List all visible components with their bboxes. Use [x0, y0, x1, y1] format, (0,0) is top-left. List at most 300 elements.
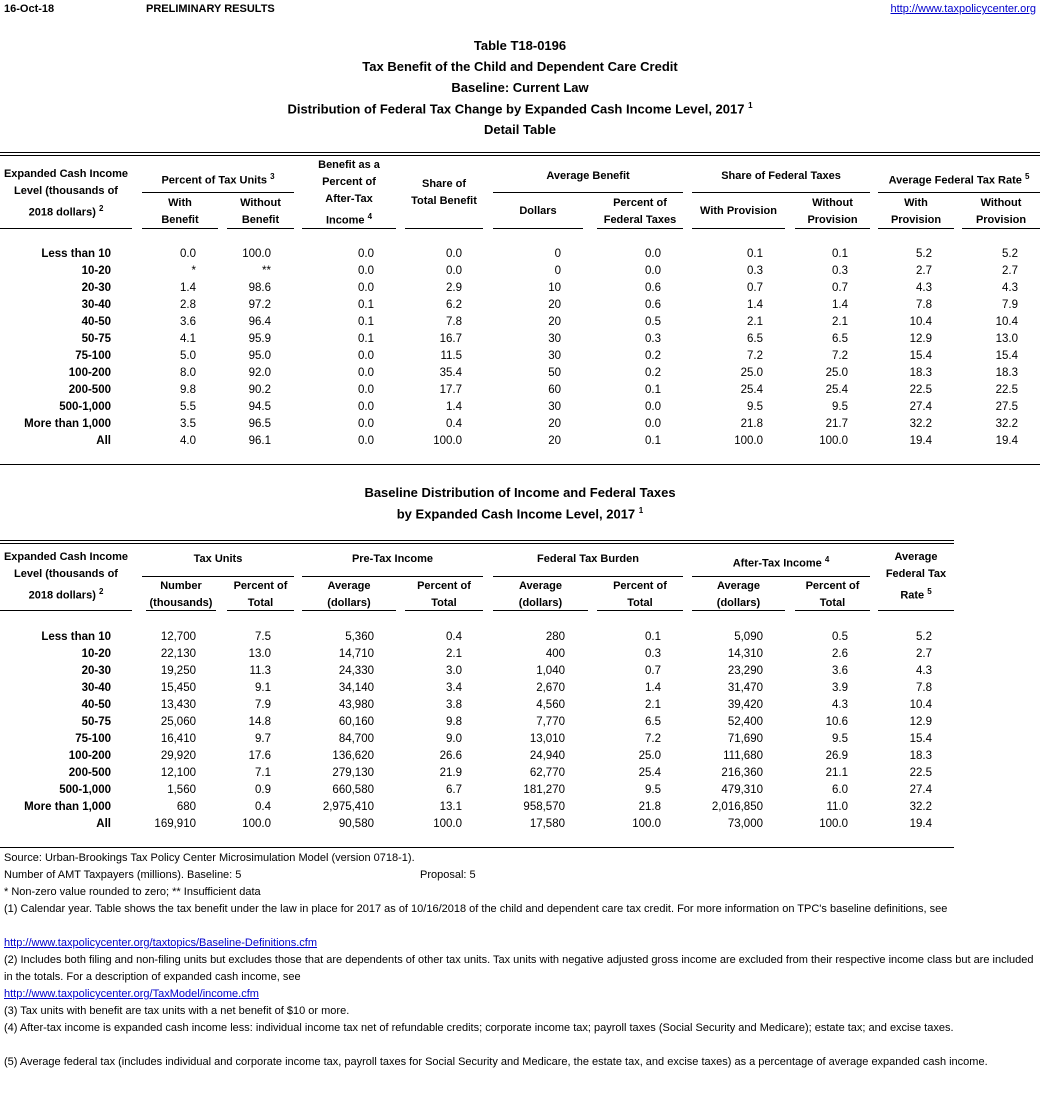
footnote-ref: 1 [638, 506, 644, 515]
table-cell: 17.6 [248, 750, 271, 762]
table-cell: 3.5 [180, 418, 196, 430]
header-line: Average [327, 580, 371, 592]
table-cell: 0.0 [180, 248, 196, 260]
table-cell: 0.7 [747, 282, 763, 294]
table-cell: 9.8 [180, 384, 196, 396]
table-cell: 1,040 [536, 665, 565, 677]
header-line [0, 583, 132, 605]
col-aftertax-pct [795, 578, 870, 612]
header-line: Federal Tax [885, 568, 947, 580]
row-label: 500-1,000 [59, 401, 111, 413]
col-avg-fed-rate [878, 549, 954, 605]
table-cell: 4.3 [1002, 282, 1018, 294]
footnote-4: (4) After-tax income is expanded cash income less: individual income tax net of refundable credits; corporate income tax; payroll taxes (Social Security and Medicare); estate tax; and excise taxes. [4, 1022, 954, 1034]
table-cell: 26.6 [439, 750, 462, 762]
table-cell: 32.2 [909, 418, 932, 430]
table-cell: 100.0 [819, 818, 848, 830]
row-label: 50-75 [81, 333, 111, 345]
header-line: Average [518, 580, 562, 592]
table-cell: 7.8 [446, 316, 462, 328]
table-cell: 5,360 [345, 631, 374, 643]
table-cell: 0.0 [446, 248, 462, 260]
header-line: Total [247, 597, 274, 609]
row-label: 75-100 [75, 350, 111, 362]
preliminary-label: PRELIMINARY RESULTS [146, 3, 275, 15]
table-cell: 27.4 [909, 401, 932, 413]
table-cell: 98.6 [248, 282, 271, 294]
table-cell: 60,160 [338, 716, 374, 728]
header-line: Percent of [805, 580, 860, 592]
col-pretax-pct [405, 578, 483, 612]
table-cell: 25.0 [740, 367, 763, 379]
table-cell: 0.1 [645, 384, 661, 396]
table-cell: 9.5 [645, 784, 661, 796]
group-pct-tax-units [142, 168, 294, 190]
header-line: (dollars) [518, 597, 563, 609]
table-cell: 2.1 [832, 316, 848, 328]
header-line: Without [240, 197, 281, 209]
col-without-benefit [227, 195, 294, 229]
footnote-ref: 4 [824, 555, 830, 564]
table-cell: 20 [548, 418, 561, 430]
table-cell: 25.0 [825, 367, 848, 379]
table-cell: 15,450 [160, 682, 196, 694]
table-cell: 21.1 [825, 767, 848, 779]
legend-note: * Non-zero value rounded to zero; ** Insufficient data [4, 886, 261, 898]
table-cell: 10.6 [825, 716, 848, 728]
table-cell: 12,100 [160, 767, 196, 779]
table-cell: 100.0 [433, 435, 462, 447]
table-cell: 2.6 [832, 648, 848, 660]
table-cell: 0.1 [645, 435, 661, 447]
footnote-ref: 2 [98, 587, 104, 596]
footnote-1: (1) Calendar year. Table shows the tax benefit under the law in place for 2017 as of 10/16/2018 of the child and dependent care tax credit. For more information on TPC's baseline definitions, see [4, 903, 948, 915]
table-cell: 6.5 [832, 333, 848, 345]
table-cell: 22,130 [160, 648, 196, 660]
col-with-benefit [142, 195, 218, 229]
table-cell: 31,470 [727, 682, 763, 694]
table-cell: 21.8 [740, 418, 763, 430]
table-cell: 27.4 [909, 784, 932, 796]
table-cell: 0.0 [645, 265, 661, 277]
header-text: Rate [900, 589, 925, 602]
table-cell: 16,410 [160, 733, 196, 745]
row-label: 100-200 [68, 367, 111, 379]
table-cell: 6.7 [446, 784, 462, 796]
table-cell: 32.2 [995, 418, 1018, 430]
table-cell: 0.0 [645, 248, 661, 260]
table-cell: 92.0 [248, 367, 271, 379]
header-line: Level (thousands of [14, 185, 118, 197]
table-cell: 25,060 [160, 716, 196, 728]
table-cell: 30 [548, 350, 561, 362]
table-cell: 2.7 [916, 648, 932, 660]
table-cell: 18.3 [995, 367, 1018, 379]
table-cell: 22.5 [909, 384, 932, 396]
col-burden-avg [493, 578, 588, 612]
table-cell: 169,910 [154, 818, 196, 830]
table-cell: 16.7 [439, 333, 462, 345]
group-tax-units: Tax Units [193, 553, 243, 565]
col-dollars: Dollars [519, 205, 557, 217]
table-cell: 5.5 [180, 401, 196, 413]
col-benefit-pct-aftertax [302, 157, 396, 230]
header-line: Average [894, 551, 938, 563]
header-line: Expanded Cash Income [3, 168, 129, 180]
table-cell: 32.2 [909, 801, 932, 813]
table-cell: 4,560 [536, 699, 565, 711]
header-line: Percent of [613, 580, 667, 592]
subtitle-line-2 [0, 506, 1040, 521]
table-cell: 14,310 [727, 648, 763, 660]
table-cell: 13,430 [160, 699, 196, 711]
row-label: Less than 10 [41, 248, 111, 260]
header-line: With [168, 197, 192, 209]
header-line: Total [431, 597, 457, 609]
table-cell: 0.0 [358, 282, 374, 294]
table-cell: 0.2 [645, 350, 661, 362]
table-cell: 3.6 [180, 316, 196, 328]
baseline-definitions-link[interactable]: http://www.taxpolicycenter.org/taxtopics/Baseline-Definitions.cfm [4, 937, 318, 949]
header-text: 2018 dollars) [28, 589, 96, 602]
amt-proposal: Proposal: 5 [420, 869, 476, 881]
table-cell: 9.0 [446, 733, 462, 745]
col-number [146, 578, 216, 612]
table-cell: 95.0 [248, 350, 271, 362]
footnote-ref: 4 [367, 212, 373, 221]
table-cell: 22.5 [995, 384, 1018, 396]
table-cell: 30 [548, 401, 561, 413]
table-cell: 2.7 [916, 265, 932, 277]
table-cell: 23,290 [727, 665, 763, 677]
table-cell: 2,975,410 [322, 801, 374, 813]
table-cell: 10.4 [909, 316, 932, 328]
table-cell: 2.9 [446, 282, 462, 294]
header-line: With [904, 197, 928, 209]
table-cell: 181,270 [523, 784, 565, 796]
table-cell: 6.5 [747, 333, 763, 345]
col-burden-pct [597, 578, 683, 612]
col-rate-with-provision [878, 195, 954, 229]
table-cell: 19.4 [995, 435, 1018, 447]
row-label: 200-500 [68, 767, 111, 779]
table-cell: 0.0 [645, 401, 661, 413]
header-text: Average Federal Tax Rate [888, 174, 1022, 187]
table-cell: 0.0 [358, 384, 374, 396]
table-cell: 25.4 [825, 384, 848, 396]
amt-baseline: Number of AMT Taxpayers (millions). Baseline: 5 [4, 869, 242, 881]
table-cell: 7.9 [1002, 299, 1018, 311]
table-cell: 71,690 [727, 733, 763, 745]
table-cell: 9.5 [832, 733, 848, 745]
table-cell: 100.0 [819, 435, 848, 447]
table-cell: 6.0 [832, 784, 848, 796]
table-cell: 660,580 [332, 784, 374, 796]
table-cell: 0 [554, 248, 561, 260]
table-cell: 0.0 [358, 401, 374, 413]
table-cell: 680 [176, 801, 196, 813]
header-line: Percent of [322, 176, 376, 188]
table-cell: 1,560 [167, 784, 196, 796]
col-pretax-avg [302, 578, 396, 612]
table-cell: 5,090 [734, 631, 763, 643]
footnote-5: (5) Average federal tax (includes individual and corporate income tax, payroll taxes for Social Security and Medicare, the estate tax, and excise taxes) as a percentage of average expanded cash income. [4, 1056, 988, 1068]
table-cell: 100.0 [242, 248, 271, 260]
header-line: Benefit [241, 214, 280, 226]
table-cell: 9.5 [747, 401, 763, 413]
table-cell: 3.8 [446, 699, 462, 711]
table-cell: 0.6 [645, 282, 661, 294]
table-cell: 9.8 [446, 716, 462, 728]
table-cell: 4.3 [832, 699, 848, 711]
table-cell: 0.0 [358, 350, 374, 362]
table-cell: 2,016,850 [711, 801, 763, 813]
table-cell: 13,010 [529, 733, 565, 745]
table-cell: 50 [548, 367, 561, 379]
row-label: All [96, 435, 111, 447]
table-cell: 96.4 [248, 316, 271, 328]
row-label: 30-40 [81, 299, 111, 311]
table-cell: 14.8 [248, 716, 271, 728]
table-cell: 0.1 [832, 248, 848, 260]
table-cell: 0.0 [645, 418, 661, 430]
table-cell: 20 [548, 435, 561, 447]
col-aftertax-avg [692, 578, 785, 612]
col-income-level-header [0, 549, 132, 605]
table-cell: 25.4 [638, 767, 661, 779]
table-cell: 95.9 [248, 333, 271, 345]
table-cell: 3.4 [446, 682, 462, 694]
report-date: 16-Oct-18 [4, 3, 55, 15]
table-cell: 479,310 [721, 784, 763, 796]
table-cell: 5.0 [180, 350, 196, 362]
header-line: Benefit as a [318, 159, 380, 171]
table-cell: 2,670 [536, 682, 565, 694]
subtitle-text: by Expanded Cash Income Level, 2017 [396, 506, 636, 522]
table-cell: 2.1 [747, 316, 763, 328]
header-text: Income [325, 214, 365, 227]
table-cell: 43,980 [338, 699, 374, 711]
header-line: Provision [975, 214, 1027, 226]
table-cell: 18.3 [909, 367, 932, 379]
row-label: 100-200 [68, 750, 111, 762]
table-cell: 9.1 [255, 682, 271, 694]
table-cell: 0.1 [358, 316, 374, 328]
row-label: 40-50 [81, 699, 111, 711]
table-cell: 15.4 [909, 733, 932, 745]
row-label: 500-1,000 [59, 784, 111, 796]
row-label: 20-30 [81, 665, 111, 677]
group-aftertax-income [692, 551, 870, 573]
table-cell: 22.5 [909, 767, 932, 779]
table-cell: 10 [548, 282, 561, 294]
table-cell: 0.7 [645, 665, 661, 677]
table-cell: 7.2 [747, 350, 763, 362]
table-cell: 0.3 [747, 265, 763, 277]
header-line: Federal Taxes [603, 214, 677, 226]
header-line: (dollars) [716, 597, 761, 609]
table-cell: 96.5 [248, 418, 271, 430]
income-definition-link[interactable]: http://www.taxpolicycenter.org/TaxModel/income.cfm [4, 988, 259, 1000]
title-line-1: Tax Benefit of the Child and Dependent Care Credit [362, 59, 678, 74]
table-cell: 0.3 [645, 648, 661, 660]
table-cell: 0.0 [446, 265, 462, 277]
table-cell: 52,400 [727, 716, 763, 728]
table-cell: 0.4 [446, 418, 462, 430]
table-cell: 10.4 [909, 699, 932, 711]
table-cell: 25.4 [740, 384, 763, 396]
table-cell: 15.4 [909, 350, 932, 362]
col-with-provision: With Provision [700, 205, 777, 217]
table-cell: 9.5 [832, 401, 848, 413]
footnote-ref: 2 [98, 204, 104, 213]
table-cell: 20 [548, 299, 561, 311]
table-cell: 2.8 [180, 299, 196, 311]
table-cell: 3.9 [832, 682, 848, 694]
table-cell: ** [262, 265, 271, 277]
table-cell: 21.8 [638, 801, 661, 813]
header-line: Percent of [417, 580, 471, 592]
table-cell: 0.7 [832, 282, 848, 294]
table-cell: 0.1 [358, 299, 374, 311]
table-cell: 18.3 [909, 750, 932, 762]
table-cell: 0.0 [358, 435, 374, 447]
header-line: Number [160, 580, 202, 592]
header-line: Without [980, 197, 1022, 209]
table-cell: 0.5 [832, 631, 848, 643]
table-cell: 21.7 [825, 418, 848, 430]
table-cell: 19.4 [909, 818, 932, 830]
table-cell: 1.4 [747, 299, 763, 311]
table-cell: 10.4 [995, 316, 1018, 328]
table-top-rule [0, 152, 1040, 156]
header-line: Provision [807, 214, 858, 226]
header-line [0, 200, 132, 222]
footnote-ref: 3 [270, 172, 275, 181]
table-cell: 0.0 [358, 265, 374, 277]
header-line: Average [716, 580, 760, 592]
header-line [302, 208, 396, 230]
table-cell: 111,680 [723, 750, 763, 762]
table-cell: 0 [554, 265, 561, 277]
table-cell: 0.0 [358, 367, 374, 379]
table-cell: 13.0 [248, 648, 271, 660]
group-fed-tax-burden: Federal Tax Burden [537, 553, 639, 565]
table-cell: 7.9 [255, 699, 271, 711]
subtitle-line-1: Baseline Distribution of Income and Federal Taxes [364, 485, 676, 500]
table-cell: 100.0 [632, 818, 661, 830]
table-cell: 29,920 [160, 750, 196, 762]
amt-note [4, 867, 1034, 884]
table-cell: 26.9 [825, 750, 848, 762]
table-cell: 0.0 [358, 248, 374, 260]
table-cell: 17,580 [529, 818, 565, 830]
table-cell: 4.3 [916, 665, 932, 677]
table-cell: 6.2 [446, 299, 462, 311]
table-cell: 97.2 [248, 299, 271, 311]
table-cell: 24,940 [529, 750, 565, 762]
table-cell: 0.1 [645, 631, 661, 643]
header-line: Level (thousands of [14, 568, 118, 580]
table-cell: 24,330 [338, 665, 374, 677]
header-line: Total [819, 597, 846, 609]
footnote-ref: 5 [1024, 172, 1030, 181]
table-cell: 2.7 [1002, 265, 1018, 277]
table-cell: 73,000 [727, 818, 763, 830]
table-cell: 0.1 [358, 333, 374, 345]
footnote-3: (3) Tax units with benefit are tax units with a net benefit of $10 or more. [4, 1005, 350, 1017]
row-label: 30-40 [81, 682, 111, 694]
table-cell: 100.0 [734, 435, 763, 447]
table-cell: 11.5 [440, 350, 462, 362]
table-cell: 7.2 [645, 733, 661, 745]
table-cell: 0.2 [645, 367, 661, 379]
title-line-4: Detail Table [483, 122, 556, 137]
row-label: 75-100 [75, 733, 111, 745]
table-cell: 7.1 [255, 767, 271, 779]
table-cell: 1.4 [832, 299, 848, 311]
group-avg-benefit: Average Benefit [546, 170, 630, 182]
header-line: Benefit [161, 214, 199, 226]
table-cell: 3.0 [446, 665, 462, 677]
row-label: All [96, 818, 111, 830]
table-cell: 2.1 [645, 699, 661, 711]
table-cell: 4.3 [916, 282, 932, 294]
header-text: 2018 dollars) [28, 206, 96, 219]
row-label: 10-20 [81, 265, 111, 277]
table-cell: 7.2 [832, 350, 848, 362]
table-cell: 11.3 [249, 665, 271, 677]
table-cell: 4.1 [180, 333, 196, 345]
table-cell: 0.1 [747, 248, 763, 260]
tpc-link[interactable]: http://www.taxpolicycenter.org [890, 3, 1036, 15]
table-cell: 9.7 [255, 733, 271, 745]
header-line: Without [812, 197, 853, 209]
table-cell: 3.6 [832, 665, 848, 677]
table-cell: 19,250 [160, 665, 196, 677]
table-cell: 0.5 [645, 316, 661, 328]
table-cell: 8.0 [180, 367, 196, 379]
title-line-2: Baseline: Current Law [451, 80, 589, 95]
table-cell: 34,140 [338, 682, 374, 694]
table-cell: 2.1 [446, 648, 462, 660]
table-cell: 216,360 [721, 767, 763, 779]
table-cell: 0.6 [645, 299, 661, 311]
header-line: (thousands) [149, 597, 213, 609]
header-text: After-Tax Income [732, 557, 822, 570]
table-cell: 100.0 [433, 818, 462, 830]
table-cell: 13.0 [995, 333, 1018, 345]
table-cell: 7.8 [916, 299, 932, 311]
table-cell: 19.4 [909, 435, 932, 447]
table-cell: * [191, 265, 196, 277]
table-cell: 39,420 [727, 699, 763, 711]
header-line: (dollars) [327, 597, 371, 609]
table-id: Table T18-0196 [473, 38, 567, 53]
row-label: 20-30 [81, 282, 111, 294]
header-line: Percent of [233, 580, 288, 592]
table-cell: 0.9 [255, 784, 271, 796]
row-label: Less than 10 [41, 631, 111, 643]
table-cell: 1.4 [645, 682, 661, 694]
header-line: Provision [890, 214, 942, 226]
group-pretax-income: Pre-Tax Income [351, 553, 434, 565]
table-cell: 62,770 [529, 767, 565, 779]
table-cell: 11.0 [826, 801, 848, 813]
header-line: After-Tax [325, 193, 373, 205]
table-cell: 27.5 [995, 401, 1018, 413]
col-tax-units-pct [227, 578, 294, 612]
